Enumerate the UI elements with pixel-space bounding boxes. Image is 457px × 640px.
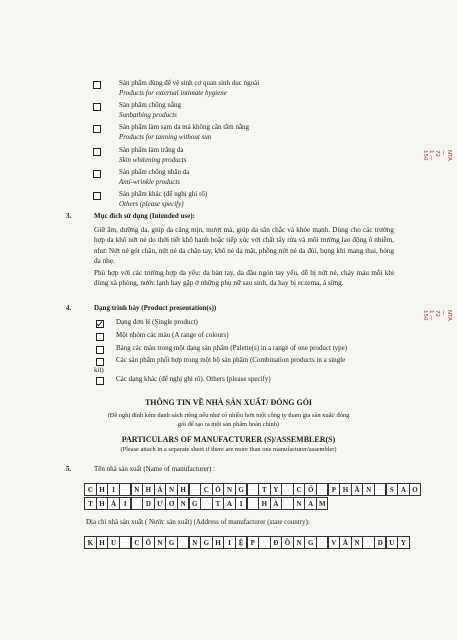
presentation-label: Các sản phẩm phối hợp trong một bộ sản phẩm (Combination products in a single [116, 356, 346, 364]
presentation-checkbox[interactable] [96, 358, 104, 366]
letter-box: N [351, 536, 363, 549]
product-type-label-en: Products for external intimate hygiene [119, 89, 227, 97]
letter-box: I [235, 497, 247, 510]
letter-box: C [131, 536, 143, 549]
letter-box: Ă [339, 536, 351, 549]
letter-box: N [189, 536, 201, 549]
presentation-checkbox[interactable] [96, 333, 104, 341]
letter-box: H [96, 483, 108, 496]
product-type-label-en: Others (please specify) [119, 200, 184, 208]
margin-mark-top: NTA — 72 1 — 150 [422, 150, 452, 161]
section-3-title: Mục đích sử dụng (Intended use): [94, 212, 195, 220]
letter-box: H [96, 536, 108, 549]
letter-box: C [293, 483, 305, 496]
letter-box: H [339, 483, 351, 496]
letter-box: I [119, 497, 131, 510]
product-type-checkbox[interactable] [93, 81, 101, 89]
letter-box: N [362, 483, 374, 496]
letter-box: T [258, 483, 270, 496]
product-type-checkbox[interactable] [93, 148, 101, 156]
presentation-checkbox[interactable] [96, 377, 104, 385]
product-type-label-en: Skin whitening products [119, 155, 187, 164]
product-type-checkbox[interactable] [93, 170, 101, 178]
intended-use-paragraph-1: Giữ ẩm, dưỡng da, giúp da căng mịn, mượt mà, giúp da săn chắc và khỏe mạnh. Dùng cho các trường hợp da khô nứt nẻ do thời tiết khô hanh hoặc tiếp xúc với chất tẩy rửa và môi trường lao động ô nhiễm, như: Nứt nẻ gót chân, nứt nẻ da chân tay, khô nẻ da mặt, phồng nứt nẻ da đùi, bụng khi mang thai, bỏng da nhẹ. [94, 226, 394, 266]
product-type-checkbox[interactable] [93, 103, 101, 111]
letter-box: Y [270, 483, 282, 496]
letter-box [119, 483, 131, 496]
letter-box: G [165, 536, 177, 549]
letter-box: K [84, 536, 96, 549]
manufacturer-name-grid-row-2 [85, 497, 328, 510]
letter-box: Ô [142, 536, 154, 549]
letter-box: O [409, 483, 421, 496]
letter-box: Ô [212, 483, 224, 496]
presentation-checkbox[interactable] [96, 320, 104, 328]
letter-box: M [316, 497, 328, 510]
manufacturer-note-vi-line-1: (Đề nghị đính kèm danh sách riêng nếu như có nhiều hơn một công ty tham gia sản xuất/ đóng [107, 412, 350, 419]
presentation-label-continued: kit) [94, 366, 104, 374]
letter-box: G [304, 536, 316, 549]
presentation-label: Bảng các màu trong một dạng sản phẩm (Palette(s) in a range of one product type) [116, 344, 348, 352]
letter-box: Ổ [304, 483, 316, 496]
letter-box: A [397, 483, 409, 496]
letter-box [316, 536, 328, 549]
manufacturer-heading-en: PARTICULARS OF MANUFACTURER (S)/ASSEMBLER(S) [121, 435, 336, 444]
letter-box: À [270, 497, 282, 510]
letter-box: P [328, 483, 340, 496]
manufacturer-name-label: Tên nhà sản xuất (Name of manufacturer) : [94, 465, 216, 473]
letter-box: N [293, 536, 305, 549]
letter-box: P [247, 536, 259, 549]
manufacturer-note-en: (Please attach in a separate sheet if there are more than one manufacturer/assembler) [120, 446, 337, 453]
letter-box: G [200, 536, 212, 549]
letter-box: D [142, 497, 154, 510]
letter-box [374, 483, 386, 496]
product-type-label-en: Sunbathing products [119, 111, 177, 120]
intended-use-paragraph-2: Phù hợp với các trường hợp da yếu: da bàn tay, da đầu ngón tay yếu, dễ bị nứt nẻ, chảy máu mỗi khi dùng xà phòng, nước lạnh hay gặp ở những phụ nữ sau sinh, da hay bị eczema, á sừng. [94, 269, 394, 288]
letter-box [119, 536, 131, 549]
letter-box: N [165, 483, 177, 496]
letter-box: Ệ [235, 536, 247, 549]
letter-box: V [328, 536, 340, 549]
letter-box: H [96, 497, 108, 510]
product-type-label: Sản phẩm chống nhăn da [119, 167, 190, 176]
section-4-number: 4. [66, 304, 72, 312]
presentation-label: Dạng đơn lẻ (Single product) [116, 318, 198, 326]
letter-box [316, 483, 328, 496]
manufacturer-address-grid-row-1 [85, 536, 410, 549]
letter-box: G [189, 497, 201, 510]
margin-mark-middle: NTA — 72 1 — 150 [422, 310, 452, 321]
manufacturer-heading-vi: THÔNG TIN VỀ NHÀ SẢN XUẤT/ ĐÓNG GÓI [144, 398, 313, 407]
letter-box: H [212, 536, 224, 549]
letter-box [362, 536, 374, 549]
letter-box: Ầ [351, 483, 363, 496]
letter-box: A [223, 497, 235, 510]
letter-box: Á [154, 483, 166, 496]
product-type-label: Sản phẩm chống nắng [119, 101, 182, 110]
letter-box: I [223, 536, 235, 549]
presentation-checkbox[interactable] [96, 346, 104, 354]
letter-box: N [154, 536, 166, 549]
section-5-number: 5. [66, 465, 72, 473]
letter-box: H [142, 483, 154, 496]
letter-box: S [386, 483, 398, 496]
letter-box [258, 536, 270, 549]
letter-box: U [386, 536, 398, 549]
presentation-label: Một nhóm các màu (A range of colours) [116, 331, 229, 339]
product-type-label-en: Anti-wrinkle products [119, 177, 180, 186]
letter-box [189, 483, 201, 496]
letter-box [177, 536, 189, 549]
presentation-label: Các dạng khác (để nghị ghi rõ). Others (please specify) [116, 375, 271, 383]
letter-box: T [212, 497, 224, 510]
product-type-label: Sản phẩm dùng để vệ sinh cơ quan sinh dục ngoài [119, 79, 260, 87]
letter-box: Y [397, 536, 409, 549]
letter-box: Ồ [281, 536, 293, 549]
letter-box: D [374, 536, 386, 549]
product-type-label-en: Products for tanning without sun [119, 133, 212, 142]
letter-box: C [84, 483, 96, 496]
letter-box [281, 483, 293, 496]
section-4-title: Dạng trình bày (Product presentation(s)) [94, 304, 217, 312]
letter-box: I [107, 483, 119, 496]
letter-box: A [304, 497, 316, 510]
manufacturer-address-label: Địa chỉ nhà sản xuất ( Nước sản xuất) (Address of manufacturer (state country): [86, 518, 310, 526]
letter-box: Ơ [165, 497, 177, 510]
letter-box: U [107, 536, 119, 549]
letter-box: Ư [154, 497, 166, 510]
letter-box: N [223, 483, 235, 496]
letter-box: C [200, 483, 212, 496]
letter-box: N [131, 483, 143, 496]
letter-box: N [177, 497, 189, 510]
letter-box [247, 483, 259, 496]
product-type-label: Sản phẩm làm sạm da mà không cần tắm nắng [119, 123, 250, 132]
letter-box: G [235, 483, 247, 496]
product-type-checkbox[interactable] [93, 192, 101, 200]
letter-box: T [84, 497, 96, 510]
section-3-number: 3. [66, 212, 72, 220]
letter-box [281, 497, 293, 510]
letter-box: H [258, 497, 270, 510]
product-type-checkbox[interactable] [93, 125, 101, 133]
letter-box [247, 497, 259, 510]
letter-box: Á [107, 497, 119, 510]
product-type-label: Sản phẩm làm trắng da [119, 145, 184, 154]
letter-box [131, 497, 143, 510]
manufacturer-note-vi-line-2: gói để tạo ra một sản phẩm hoàn chỉnh) [177, 421, 280, 428]
letter-box [200, 497, 212, 510]
letter-box: N [293, 497, 305, 510]
product-type-label: Sản phẩm khác (để nghị ghi rõ) [119, 190, 208, 198]
letter-box: H [177, 483, 189, 496]
manufacturer-name-grid-row-1 [85, 483, 421, 496]
letter-box: Đ [270, 536, 282, 549]
